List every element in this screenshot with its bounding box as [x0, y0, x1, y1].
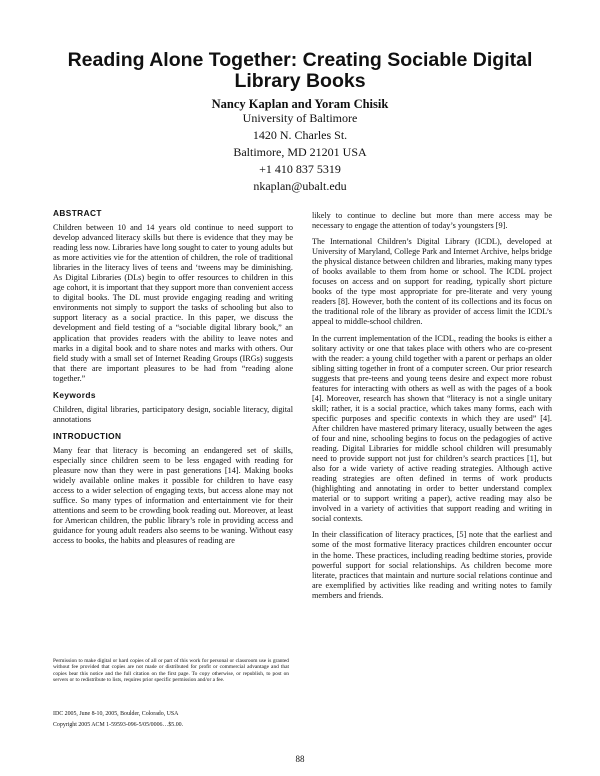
- page-number: 88: [295, 754, 305, 764]
- keywords-text: Children, digital libraries, participatory design, sociable literacy, digital annotations: [53, 404, 293, 424]
- permission-notice: Permission to make digital or hard copies of all or part of this work for personal or classroom use is granted without fee provided that copies are not made or distributed for profit or commercial advantage and that copies bear this notice and the full citation on the first page. To copy otherwise, or republish, to post on servers or to redistribute to lists, requires prior specific permission and/or a fee.: [53, 658, 289, 683]
- body-paragraph: likely to continue to decline but more than mere access may be necessary to engage the attention of today’s youngsters [9].: [312, 211, 552, 231]
- body-paragraph: In the current implementation of the ICDL, reading the books is either a solitary activity or one that takes place with others who are co-present with the reader: a young child together with a parent or perhaps an older sibling sitting together in front of a computer screen. Our prior research suggests that pre-teens and young teens desire and expect more robust features for interacting with others as well as with the pages of a book [4]. Moreover, research has shown that “literacy is not a single unitary skill; rather, it is a social practice, which takes many forms, each with specific purposes and specific contexts in which they are used” [4]. After children have mastered primary literacy, usually between the ages of four and nine, schooling begins to focus on the pedagogies of active reading. Digital Libraries for middle school children will presumably need to provide support not just for children’s search practices [1], but also for a wide variety of active reading strategies. Although active reading strategies are often defined in terms of work products (highlighting and annotating in order to better understand complex material or to support writing a paper), active reading may also be involved in a variety of activities that support reading and writing in social contexts.: [312, 333, 552, 524]
- author-names: Nancy Kaplan and Yoram Chisik: [211, 97, 389, 111]
- affiliation-phone: +1 410 837 5319: [259, 162, 341, 176]
- affiliation-institution: University of Baltimore: [242, 111, 358, 125]
- body-paragraph: The International Children’s Digital Library (ICDL), developed at University of Maryland, College Park and Internet Archive, helps bridge the physical distance between children and libraries, making many types of books available to them from home or school. The ICDL project focuses on access and on support for reading, typically short picture books of the type most appropriate for pre-literate and very young readers [8]. However, both the content of its collections and its focus on the traditional role of the library as provider of access limit the ICDL’s appeal to middle-school children.: [312, 237, 552, 327]
- introduction-heading: INTRODUCTION: [53, 430, 122, 441]
- affiliation-email: nkaplan@ubalt.edu: [253, 179, 347, 193]
- right-column: [312, 211, 552, 607]
- abstract-heading: ABSTRACT: [53, 208, 102, 218]
- left-column: [53, 208, 293, 552]
- keywords-heading: Keywords: [53, 389, 96, 400]
- body-paragraph: In their classification of literacy practices, [5] note that the earliest and some of the most formative literacy practices children encounter occur in the home. These practices, including reading bedtime stories, provide powerful support for social relationships. As children become more literate, practices that maintain and nurture social relations continue and are exemplified by activities like reading and writing notes to family members and friends.: [312, 530, 552, 600]
- author-affiliation: [150, 110, 450, 195]
- affiliation-street: 1420 N. Charles St.: [252, 128, 348, 142]
- abstract-text: Children between 10 and 14 years old continue to need support to develop advanced literacy skills but there is evidence that they may be reading less now. Libraries have long sought to cater to young adults but as more activities vie for the attention of children, the role of traditional libraries in the literacy lives of teens and ‘tweens may be diminishing. As Digital Libraries (DLs) begin to offer resources to children in this age cohort, it is important that they support more than convenient access to digital books. The DL must provide engaging reading and writing environments not simply to support the tasks of schooling but also to support literacy as a social practice. In this paper, we discuss the development and field testing of a “sociable digital library book,” an application that provides readers with the ability to leave notes and marks in a digital book and to share notes and marks with others. Our field study with a small set of Internet Reading Groups (IRGs) suggests that there are important pleasures to be had from “reading alone together.”: [53, 223, 293, 383]
- paper-title: Reading Alone Together: Creating Sociable Digital Library Books: [67, 49, 533, 92]
- introduction-text: Many fear that literacy is becoming an endangered set of skills, especially since children seem to be less engaged with reading for pleasure now than they were in past generations [14]. Making books widely available online makes it possible for children to have easy access to a wider selection of engaging texts, but access alone may not suffice. So many types of information and entertainment vie for their attentions and seem to be crowding book reading out. Moreover, at least for American children, the public library’s role in providing access and guidance for young adult readers also seems to be waning. Without easy access to books, the habits and pleasures of reading are: [53, 445, 293, 546]
- affiliation-city: Baltimore, MD 21201 USA: [233, 145, 367, 159]
- copyright-notice: Copyright 2005 ACM 1-59593-096-5/05/0006…$5.00.: [53, 722, 184, 728]
- conference-info: IDC 2005, June 8-10, 2005, Boulder, Colorado, USA: [53, 711, 179, 717]
